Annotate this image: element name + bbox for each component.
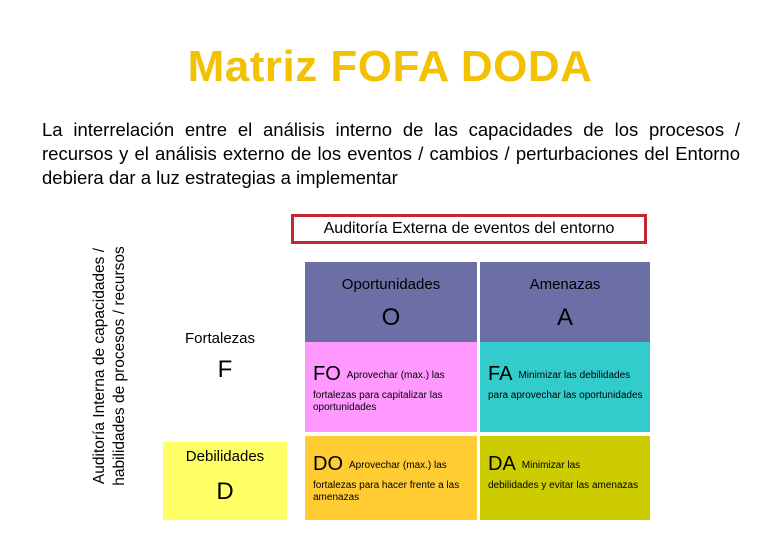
strengths-letter: F [217,356,233,383]
internal-audit-label-line2: habilidades de procesos / recursos [111,246,128,486]
do-strategy-cell [305,436,477,520]
internal-audit-label-line1: Auditoría Interna de capacidades / [91,247,108,485]
opportunities-letter: O [381,304,401,331]
da-text-line1: Minimizar las [521,460,581,471]
opportunities-label: Oportunidades [341,276,441,293]
page-title: Matriz FOFA DODA [187,42,593,91]
strengths-header [163,322,287,438]
opportunities-header [305,262,477,342]
external-audit-header: Auditoría Externa de eventos del entorno [291,214,647,244]
do-code: DO [313,453,343,475]
fo-code: FO [313,363,341,385]
fa-text-line1: Minimizar las debilidades [518,370,631,381]
weaknesses-header [163,442,287,520]
da-text-line2: debilidades y evitar las amenazas [488,480,639,491]
fa-text-line2: para aprovechar las oportunidades [488,390,643,401]
internal-audit-axis [84,220,136,512]
da-code: DA [488,453,516,475]
fo-strategy-cell [305,342,477,432]
weaknesses-letter: D [216,478,234,505]
fo-text-line1: Aprovechar (max.) las [346,370,445,381]
fa-code: FA [488,363,513,385]
fa-strategy-cell [480,342,650,432]
intro-text: La interrelación entre el análisis interno de las capacidades de los procesos / recursos y el análisis externo de los eventos / cambios / perturbaciones del Entorno debiera dar a luz estrategias a implementar [42,119,740,188]
do-text-line1: Aprovechar (max.) las [349,460,447,471]
da-strategy-cell [480,436,650,520]
fo-text-line2: fortalezas para capitalizar las oportunidades [313,390,443,413]
threats-header [480,262,650,342]
threats-label: Amenazas [529,276,601,293]
weaknesses-label: Debilidades [185,448,265,465]
do-text-line2: fortalezas para hacer frente a las amenazas [313,480,460,503]
strengths-label: Fortalezas [185,330,256,347]
threats-letter: A [556,304,573,331]
